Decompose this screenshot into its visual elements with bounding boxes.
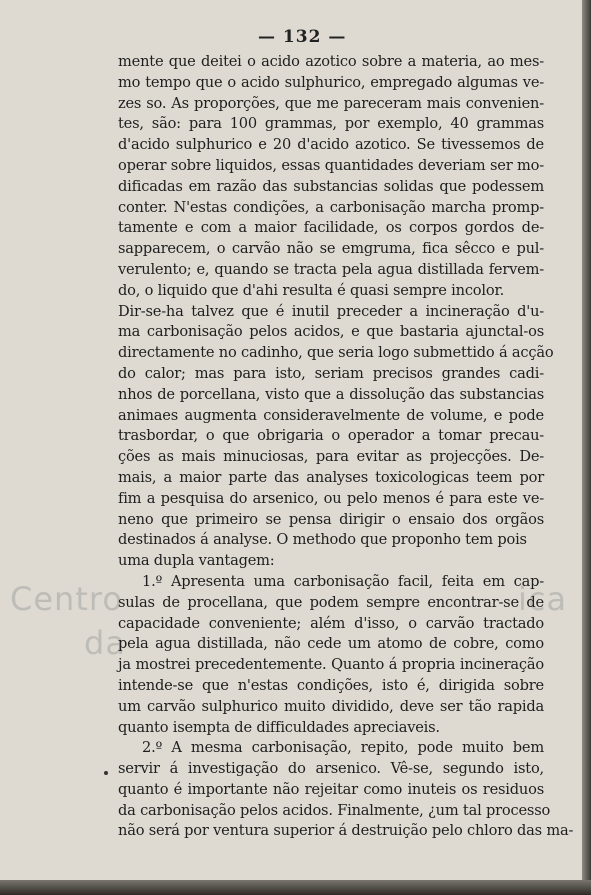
text-line: ja mostrei precedentemente. Quanto á propria incineração bbox=[118, 656, 544, 674]
text-line: trasbordar, o que obrigaria o operador a tomar precau- bbox=[118, 427, 544, 445]
page-edge-bottom bbox=[0, 880, 591, 895]
text-line: tes, são: para 100 grammas, por exemplo, 40 grammas bbox=[118, 115, 544, 133]
text-line: d'acido sulphurico e 20 d'acido azotico. Se tivessemos de bbox=[118, 136, 544, 154]
page-edge-right bbox=[582, 0, 591, 895]
text-line: 1.º Apresenta uma carbonisação facil, feita em cap- bbox=[142, 572, 544, 590]
text-line: destinados á analyse. O methodo que proponho tem pois bbox=[118, 531, 527, 549]
watermark-right: ica bbox=[518, 580, 568, 618]
text-line: sapparecem, o carvão não se emgruma, fica sêcco e pul- bbox=[118, 240, 544, 258]
text-line: animaes augmenta consideravelmente de volume, e pode bbox=[118, 406, 544, 424]
watermark-left: Centro bbox=[10, 580, 123, 618]
text-line: servir á investigação do arsenico. Vê-se, segundo isto, bbox=[118, 760, 544, 778]
text-line: zes so. As proporções, que me pareceram mais convenien- bbox=[118, 94, 544, 112]
text-line: do, o liquido que d'ahi resulta é quasi sempre incolor. bbox=[118, 281, 505, 299]
text-line: verulento; e, quando se tracta pela agua distillada fervem- bbox=[118, 260, 544, 278]
text-line: Dir-se-ha talvez que é inutil preceder a incineração d'u- bbox=[118, 302, 544, 320]
text-line: pela agua distillada, não cede um atomo de cobre, como bbox=[118, 635, 544, 653]
text-line: tamente e com a maior facilidade, os corpos gordos de- bbox=[118, 219, 544, 237]
text-line: uma dupla vantagem: bbox=[118, 552, 275, 570]
text-line: um carvão sulphurico muito dividido, deve ser tão rapida bbox=[118, 697, 544, 715]
text-line: nhos de porcellana, visto que a dissolução das substancias bbox=[118, 385, 544, 403]
text-line: sulas de procellana, que podem sempre encontrar-se de bbox=[118, 593, 544, 611]
text-line: quanto é importante não rejeitar como inuteis os residuos bbox=[118, 780, 544, 798]
text-line: fim a pesquisa do arsenico, ou pelo menos é para este ve- bbox=[118, 489, 544, 507]
text-line: ções as mais minuciosas, para evitar as projecções. De- bbox=[118, 448, 544, 466]
text-line: mente que deitei o acido azotico sobre a materia, ao mes- bbox=[118, 53, 544, 70]
text-line: intende-se que n'estas condições, isto é, dirigida sobre bbox=[118, 676, 544, 694]
text-line: mo tempo que o acido sulphurico, empregado algumas ve- bbox=[118, 73, 544, 91]
watermark-lower: da bbox=[84, 624, 126, 662]
margin-mark bbox=[104, 771, 108, 775]
text-line: capacidade conveniente; além d'isso, o carvão tractado bbox=[118, 614, 544, 632]
text-line: conter. N'estas condições, a carbonisação marcha promp- bbox=[118, 198, 544, 216]
text-line: quanto isempta de difficuldades apreciaveis. bbox=[118, 718, 440, 736]
text-line: ma carbonisação pelos acidos, e que bastaria ajunctal-os bbox=[118, 323, 544, 341]
text-line: do calor; mas para isto, seriam precisos grandes cadi- bbox=[118, 364, 544, 382]
page-number: — 132 — bbox=[258, 27, 347, 47]
body-text bbox=[118, 52, 574, 842]
text-line: directamente no cadinho, que seria logo submettido á acção bbox=[118, 344, 554, 362]
text-line: não será por ventura superior á destruição pelo chloro das ma- bbox=[118, 822, 574, 840]
text-line: neno que primeiro se pensa dirigir o ensaio dos orgãos bbox=[118, 510, 544, 528]
text-line: operar sobre liquidos, essas quantidades deveriam ser mo- bbox=[118, 156, 544, 174]
text-line: dificadas em razão das substancias solidas que podessem bbox=[118, 177, 544, 195]
text-line: 2.º A mesma carbonisação, repito, pode muito bem bbox=[142, 739, 544, 757]
text-line: da carbonisação pelos acidos. Finalmente, ¿um tal processo bbox=[118, 801, 551, 819]
text-line: mais, a maior parte das analyses toxicologicas teem por bbox=[118, 468, 544, 486]
